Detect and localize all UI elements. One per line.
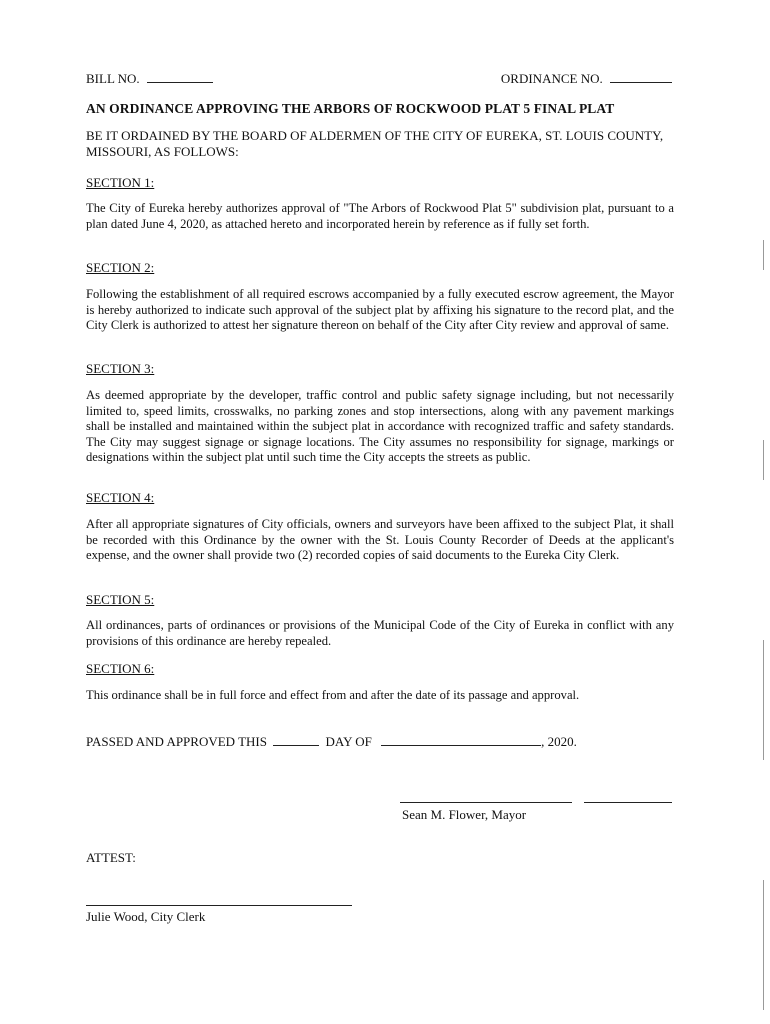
mayor-signature-name: Sean M. Flower, Mayor bbox=[402, 807, 527, 822]
section-6-text: This ordinance shall be in full force and effect from and after the date of its passage and approval. bbox=[86, 688, 580, 702]
section-4-heading: SECTION 4: bbox=[86, 490, 155, 505]
ordinance-number bbox=[501, 70, 672, 87]
scan-edge-mark bbox=[763, 880, 764, 1010]
document-header bbox=[86, 70, 672, 88]
section-1-heading: SECTION 1: bbox=[86, 175, 155, 190]
mayor-signature-line bbox=[400, 802, 572, 803]
day-blank bbox=[273, 733, 319, 746]
bill-number-blank bbox=[147, 70, 213, 83]
ordinance-title: AN ORDINANCE APPROVING THE ARBORS OF ROCKWOOD PLAT 5 FINAL PLAT bbox=[86, 101, 615, 116]
section-1-text: The City of Eureka hereby authorizes approval of "The Arbors of Rockwood Plat 5" subdivision plat, pursuant to a plan dated June 4, 2020, as attached hereto and incorporated herein by reference as if fully set forth. bbox=[86, 201, 674, 231]
passed-day-of: DAY OF bbox=[325, 734, 372, 749]
mayor-signature-line-extension bbox=[584, 802, 672, 803]
section-3-heading: SECTION 3: bbox=[86, 361, 155, 376]
enacting-clause: BE IT ORDAINED BY THE BOARD OF ALDERMEN OF THE CITY OF EUREKA, ST. LOUIS COUNTY, MISSOURI, AS FOLLOWS: bbox=[86, 128, 664, 159]
ordinance-number-label: ORDINANCE NO. bbox=[500, 71, 603, 86]
bill-number bbox=[86, 70, 213, 87]
section-2-text: Following the establishment of all required escrows accompanied by a fully executed escrow agreement, the Mayor is hereby authorized to indicate such approval of the subject plat by affixing his signature to the record plat, and the City Clerk is authorized to attest her signature thereon on behalf of the City after City review and approval of same. bbox=[86, 287, 674, 333]
section-3-text: As deemed appropriate by the developer, traffic control and public safety signage including, but not necessarily limited to, speed limits, crosswalks, no parking zones and stop intersections, along with any pavement markings shall be installed and maintained within the subject plat in accordance with recognized traffic and safety standards. The City may suggest signage or signage locations. The City assumes no responsibility for signage, markings or designations within the subject plat until such time the City accepts the streets as public. bbox=[86, 388, 674, 465]
scan-edge-mark bbox=[763, 640, 764, 760]
ordinance-number-blank bbox=[610, 70, 672, 83]
section-5-heading: SECTION 5: bbox=[86, 592, 155, 607]
clerk-signature-line bbox=[86, 905, 352, 906]
scan-edge-mark bbox=[763, 240, 764, 270]
scan-edge-mark bbox=[763, 440, 764, 480]
passed-year: , 2020. bbox=[541, 734, 577, 749]
month-blank bbox=[381, 733, 541, 746]
section-4-text: After all appropriate signatures of City officials, owners and surveyors have been affixed to the subject Plat, it shall be recorded with this Ordinance by the owner with the St. Louis County Recorder of Deeds at the applicant's expense, and the owner shall provide two (2) recorded copies of said documents to the Eureka City Clerk. bbox=[86, 517, 674, 563]
bill-number-label: BILL NO. bbox=[86, 71, 140, 86]
clerk-signature-name: Julie Wood, City Clerk bbox=[86, 909, 206, 924]
section-5-text: All ordinances, parts of ordinances or provisions of the Municipal Code of the City of Eureka in conflict with any provisions of this ordinance are hereby repealed. bbox=[86, 618, 674, 648]
section-6-heading: SECTION 6: bbox=[86, 661, 155, 676]
passed-prefix: PASSED AND APPROVED THIS bbox=[86, 734, 267, 749]
attest-label: ATTEST: bbox=[86, 850, 136, 865]
passed-and-approved-line bbox=[86, 733, 676, 750]
section-2-heading: SECTION 2: bbox=[86, 260, 155, 275]
